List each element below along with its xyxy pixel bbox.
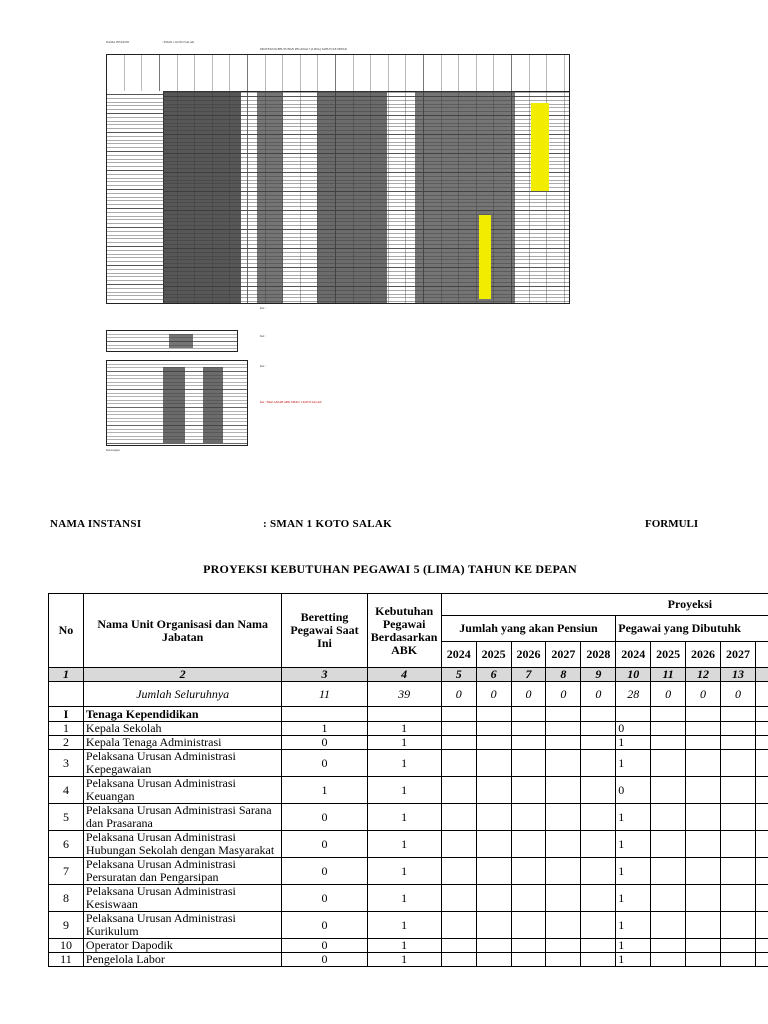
total-dibutuhkan: 0 xyxy=(686,682,721,707)
row-kebutuhan: 1 xyxy=(367,953,441,967)
thumb-note: Ket : xyxy=(260,306,266,310)
row-job-name: Pelaksana Urusan Administrasi Sarana dan Prasarana xyxy=(83,804,282,831)
column-index: 3 xyxy=(282,668,367,682)
total-pensiun: 0 xyxy=(441,682,476,707)
row-need-2024: 1 xyxy=(616,750,651,777)
column-index: 13 xyxy=(720,668,755,682)
row-beretting: 0 xyxy=(282,831,367,858)
row-need-cell xyxy=(651,912,686,939)
thumb-summary-box xyxy=(106,330,238,352)
row-no: 6 xyxy=(49,831,84,858)
thumb-footer: Keterangan xyxy=(106,448,120,452)
row-need-cell xyxy=(651,885,686,912)
row-pensiun-cell xyxy=(441,912,476,939)
row-need-cell xyxy=(651,858,686,885)
row-need-cell xyxy=(720,831,755,858)
row-pensiun-cell xyxy=(441,858,476,885)
row-no: 10 xyxy=(49,939,84,953)
column-index: 6 xyxy=(476,668,511,682)
row-need-2024: 1 xyxy=(616,804,651,831)
instansi-value: : SMAN 1 KOTO SALAK xyxy=(263,518,392,530)
row-pensiun-cell xyxy=(476,736,511,750)
row-pensiun-cell xyxy=(511,953,546,967)
row-no: 9 xyxy=(49,912,84,939)
row-no: 4 xyxy=(49,777,84,804)
column-index xyxy=(755,668,768,682)
row-pensiun-cell xyxy=(546,831,581,858)
row-pensiun-cell xyxy=(476,831,511,858)
column-index: 2 xyxy=(83,668,282,682)
row-pensiun-cell xyxy=(441,953,476,967)
row-pensiun-cell xyxy=(546,953,581,967)
column-index: 8 xyxy=(546,668,581,682)
row-need-cell xyxy=(755,939,768,953)
row-pensiun-cell xyxy=(441,885,476,912)
row-no: 5 xyxy=(49,804,84,831)
row-no: 3 xyxy=(49,750,84,777)
row-pensiun-cell xyxy=(581,750,616,777)
row-need-cell xyxy=(755,912,768,939)
total-dibutuhkan: 0 xyxy=(651,682,686,707)
year-dibutuhkan-2027: 2027 xyxy=(720,642,755,668)
row-beretting: 0 xyxy=(282,858,367,885)
total-pensiun: 0 xyxy=(581,682,616,707)
row-beretting: 0 xyxy=(282,750,367,777)
row-need-cell xyxy=(755,736,768,750)
row-need-cell xyxy=(686,939,721,953)
row-no: 2 xyxy=(49,736,84,750)
row-job-name: Pelaksana Urusan Administrasi Persuratan dan Pengarsipan xyxy=(83,858,282,885)
row-need-cell xyxy=(686,912,721,939)
row-need-cell xyxy=(755,885,768,912)
row-kebutuhan: 1 xyxy=(367,939,441,953)
row-pensiun-cell xyxy=(546,736,581,750)
column-index: 10 xyxy=(616,668,651,682)
section-label: Tenaga Kependidikan xyxy=(83,707,282,722)
row-kebutuhan: 1 xyxy=(367,831,441,858)
form-label: FORMULI xyxy=(645,518,699,530)
row-job-name: Pelaksana Urusan Administrasi Kesiswaan xyxy=(83,885,282,912)
row-pensiun-cell xyxy=(581,939,616,953)
thumb-red-note: Ket : Hasil ANJAB ABK SMAN 1 KOTO SALAK xyxy=(260,400,322,404)
row-need-2024: 0 xyxy=(616,777,651,804)
row-need-cell xyxy=(686,831,721,858)
row-job-name: Pelaksana Urusan Administrasi Hubungan Sekolah dengan Masyarakat xyxy=(83,831,282,858)
row-pensiun-cell xyxy=(546,858,581,885)
thumb-instansi-label: NAMA INSTANSI xyxy=(106,40,130,44)
row-pensiun-cell xyxy=(511,736,546,750)
thumb-note-2: Ket : xyxy=(260,334,266,338)
total-pensiun: 0 xyxy=(511,682,546,707)
row-need-cell xyxy=(755,953,768,967)
row-need-cell xyxy=(651,939,686,953)
row-need-2024: 1 xyxy=(616,736,651,750)
column-index: 5 xyxy=(441,668,476,682)
column-index: 1 xyxy=(49,668,84,682)
row-pensiun-cell xyxy=(546,804,581,831)
row-need-2024: 1 xyxy=(616,953,651,967)
row-pensiun-cell xyxy=(511,750,546,777)
row-beretting: 0 xyxy=(282,885,367,912)
total-dibutuhkan: 0 xyxy=(720,682,755,707)
table-row xyxy=(49,939,768,953)
row-need-cell xyxy=(755,777,768,804)
header-pensiun: Jumlah yang akan Pensiun xyxy=(441,616,616,642)
year-pensiun-2025: 2025 xyxy=(476,642,511,668)
header-proyeksi: Proyeksi xyxy=(441,594,768,616)
row-need-2024: 1 xyxy=(616,912,651,939)
row-pensiun-cell xyxy=(441,939,476,953)
row-pensiun-cell xyxy=(511,777,546,804)
row-no: 8 xyxy=(49,885,84,912)
row-pensiun-cell xyxy=(441,777,476,804)
row-need-cell xyxy=(651,736,686,750)
thumb-main-grid xyxy=(106,54,570,304)
row-job-name: Kepala Tenaga Administrasi xyxy=(83,736,282,750)
column-index: 9 xyxy=(581,668,616,682)
row-kebutuhan: 1 xyxy=(367,912,441,939)
row-need-2024: 1 xyxy=(616,885,651,912)
row-pensiun-cell xyxy=(581,912,616,939)
row-pensiun-cell xyxy=(546,939,581,953)
thumb-note-3: Ket : xyxy=(260,364,266,368)
row-pensiun-cell xyxy=(476,912,511,939)
row-need-cell xyxy=(755,750,768,777)
row-no: 1 xyxy=(49,722,84,736)
table-row xyxy=(49,777,768,804)
row-need-cell xyxy=(686,777,721,804)
row-need-cell xyxy=(651,750,686,777)
row-need-cell xyxy=(686,750,721,777)
row-job-name: Kepala Sekolah xyxy=(83,722,282,736)
row-need-cell xyxy=(755,858,768,885)
row-pensiun-cell xyxy=(546,750,581,777)
row-kebutuhan: 1 xyxy=(367,885,441,912)
thumb-detail-box xyxy=(106,360,248,446)
row-need-cell xyxy=(720,858,755,885)
row-no: 11 xyxy=(49,953,84,967)
header-no: No xyxy=(49,594,84,668)
row-kebutuhan: 1 xyxy=(367,736,441,750)
row-need-cell xyxy=(720,939,755,953)
row-need-cell xyxy=(720,736,755,750)
row-need-cell xyxy=(651,777,686,804)
row-beretting: 0 xyxy=(282,736,367,750)
column-index: 4 xyxy=(367,668,441,682)
row-need-2024: 0 xyxy=(616,722,651,736)
row-pensiun-cell xyxy=(511,831,546,858)
row-need-cell xyxy=(755,722,768,736)
row-need-cell xyxy=(651,953,686,967)
row-pensiun-cell xyxy=(511,858,546,885)
row-kebutuhan: 1 xyxy=(367,858,441,885)
row-need-2024: 1 xyxy=(616,831,651,858)
row-pensiun-cell xyxy=(581,722,616,736)
row-need-cell xyxy=(755,804,768,831)
row-need-2024: 1 xyxy=(616,939,651,953)
sheet-thumbnail xyxy=(100,38,570,452)
table-row xyxy=(49,885,768,912)
row-pensiun-cell xyxy=(546,722,581,736)
row-need-cell xyxy=(720,885,755,912)
row-pensiun-cell xyxy=(441,736,476,750)
row-need-cell xyxy=(686,858,721,885)
row-pensiun-cell xyxy=(511,804,546,831)
table-row xyxy=(49,831,768,858)
row-need-cell xyxy=(651,831,686,858)
header-kebutuhan: Kebutuhan Pegawai Berdasarkan ABK xyxy=(367,594,441,668)
row-beretting: 0 xyxy=(282,804,367,831)
total-dibutuhkan: 28 xyxy=(616,682,651,707)
row-job-name: Pelaksana Urusan Administrasi Kurikulum xyxy=(83,912,282,939)
row-pensiun-cell xyxy=(581,777,616,804)
row-kebutuhan: 1 xyxy=(367,804,441,831)
row-need-cell xyxy=(720,722,755,736)
year-pensiun-2027: 2027 xyxy=(546,642,581,668)
row-pensiun-cell xyxy=(511,885,546,912)
year-dibutuhkan-next xyxy=(755,642,768,668)
column-index: 7 xyxy=(511,668,546,682)
row-pensiun-cell xyxy=(476,804,511,831)
row-pensiun-cell xyxy=(581,858,616,885)
row-pensiun-cell xyxy=(581,736,616,750)
year-dibutuhkan-2024: 2024 xyxy=(616,642,651,668)
thumb-instansi-value: : SMAN 1 KOTO SALAK xyxy=(162,40,195,44)
row-pensiun-cell xyxy=(581,804,616,831)
projection-table xyxy=(48,593,768,967)
row-pensiun-cell xyxy=(546,885,581,912)
row-beretting: 1 xyxy=(282,722,367,736)
row-job-name: Pengelola Labor xyxy=(83,953,282,967)
row-job-name: Operator Dapodik xyxy=(83,939,282,953)
row-pensiun-cell xyxy=(476,885,511,912)
total-kebutuhan: 39 xyxy=(367,682,441,707)
row-beretting: 1 xyxy=(282,777,367,804)
total-pensiun: 0 xyxy=(476,682,511,707)
year-dibutuhkan-2025: 2025 xyxy=(651,642,686,668)
row-pensiun-cell xyxy=(476,939,511,953)
row-no: 7 xyxy=(49,858,84,885)
row-need-cell xyxy=(720,912,755,939)
row-need-2024: 1 xyxy=(616,858,651,885)
row-pensiun-cell xyxy=(546,912,581,939)
row-pensiun-cell xyxy=(581,885,616,912)
row-beretting: 0 xyxy=(282,912,367,939)
projection-table-wrap xyxy=(48,593,768,1024)
header-unit: Nama Unit Organisasi dan Nama Jabatan xyxy=(83,594,282,668)
total-pensiun: 0 xyxy=(546,682,581,707)
section-no: I xyxy=(49,707,84,722)
row-need-cell xyxy=(651,722,686,736)
row-need-cell xyxy=(720,777,755,804)
row-pensiun-cell xyxy=(546,777,581,804)
row-need-cell xyxy=(686,722,721,736)
row-job-name: Pelaksana Urusan Administrasi Keuangan xyxy=(83,777,282,804)
row-pensiun-cell xyxy=(441,722,476,736)
row-pensiun-cell xyxy=(476,777,511,804)
year-pensiun-2026: 2026 xyxy=(511,642,546,668)
column-index: 11 xyxy=(651,668,686,682)
row-pensiun-cell xyxy=(476,858,511,885)
row-kebutuhan: 1 xyxy=(367,750,441,777)
row-need-cell xyxy=(720,750,755,777)
row-kebutuhan: 1 xyxy=(367,777,441,804)
table-row xyxy=(49,953,768,967)
header-dibutuhkan: Pegawai yang Dibutuhk xyxy=(616,616,768,642)
row-need-cell xyxy=(686,953,721,967)
row-need-cell xyxy=(755,831,768,858)
row-beretting: 0 xyxy=(282,953,367,967)
row-pensiun-cell xyxy=(511,912,546,939)
row-pensiun-cell xyxy=(441,750,476,777)
row-need-cell xyxy=(686,885,721,912)
row-pensiun-cell xyxy=(441,804,476,831)
year-dibutuhkan-2026: 2026 xyxy=(686,642,721,668)
header-beretting: Beretting Pegawai Saat Ini xyxy=(282,594,367,668)
instansi-label: NAMA INSTANSI xyxy=(50,518,142,530)
row-pensiun-cell xyxy=(511,722,546,736)
row-need-cell xyxy=(686,804,721,831)
row-pensiun-cell xyxy=(476,953,511,967)
row-pensiun-cell xyxy=(581,831,616,858)
row-pensiun-cell xyxy=(441,831,476,858)
table-row xyxy=(49,912,768,939)
year-pensiun-2024: 2024 xyxy=(441,642,476,668)
year-pensiun-2028: 2028 xyxy=(581,642,616,668)
row-pensiun-cell xyxy=(476,722,511,736)
row-pensiun-cell xyxy=(511,939,546,953)
table-row xyxy=(49,750,768,777)
table-row xyxy=(49,858,768,885)
row-job-name: Pelaksana Urusan Administrasi Kepegawaian xyxy=(83,750,282,777)
row-kebutuhan: 1 xyxy=(367,722,441,736)
column-index: 12 xyxy=(686,668,721,682)
page-title: PROYEKSI KEBUTUHAN PEGAWAI 5 (LIMA) TAHUN KE DEPAN xyxy=(203,562,577,576)
table-row xyxy=(49,804,768,831)
thumb-title: PROYEKSI KEBUTUHAN PEGAWAI 5 (LIMA) TAHUN KE DEPAN xyxy=(260,47,347,51)
row-beretting: 0 xyxy=(282,939,367,953)
table-row xyxy=(49,736,768,750)
table-row xyxy=(49,722,768,736)
total-beretting: 11 xyxy=(282,682,367,707)
row-pensiun-cell xyxy=(476,750,511,777)
row-need-cell xyxy=(686,736,721,750)
total-label: Jumlah Seluruhnya xyxy=(83,682,282,707)
row-need-cell xyxy=(651,804,686,831)
row-need-cell xyxy=(720,953,755,967)
row-pensiun-cell xyxy=(581,953,616,967)
row-need-cell xyxy=(720,804,755,831)
